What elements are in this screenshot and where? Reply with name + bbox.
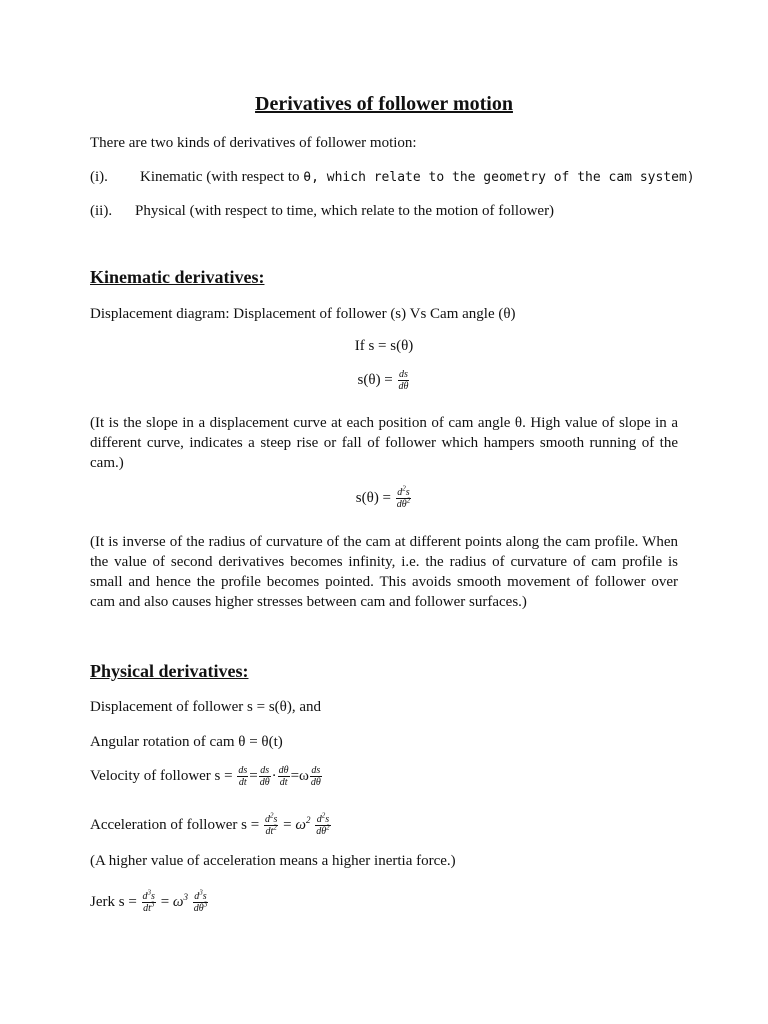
- equation-label: Jerk s =: [90, 894, 137, 910]
- fraction-denominator: [264, 823, 278, 838]
- acceleration-note: (A higher value of acceleration means a higher inertia force.): [90, 853, 456, 869]
- velocity-equation: [90, 765, 323, 788]
- fraction: [193, 888, 208, 915]
- fraction: [278, 765, 290, 788]
- fraction: [315, 811, 330, 838]
- eq-text: dθ: [396, 499, 407, 510]
- omega-symbol: ω: [172, 894, 184, 910]
- list-item-physical: [90, 201, 555, 221]
- intro-text: There are two kinds of derivatives of follower motion:: [90, 135, 417, 151]
- fraction: [142, 888, 156, 915]
- if-line: If s = s(θ): [354, 338, 414, 354]
- list-text-part: θ, which relate to the geometry of the cam system): [303, 170, 695, 185]
- list-text: Physical (with respect to time, which relate to the motion of follower): [135, 203, 555, 219]
- eq-text: dt: [143, 903, 151, 915]
- fraction-denominator: dθ: [310, 777, 321, 788]
- eq-sup: 2: [406, 496, 411, 505]
- fraction-denominator: dθ: [259, 777, 270, 788]
- fraction-denominator: [142, 900, 156, 915]
- fraction-denominator: dt: [238, 777, 247, 788]
- diagram-description: Displacement diagram: Displacement of follower (s) Vs Cam angle (θ): [90, 306, 516, 322]
- list-marker: (ii).: [90, 203, 113, 219]
- angular-rotation-line: Angular rotation of cam θ = θ(t): [90, 734, 283, 750]
- omega-power: [173, 894, 188, 910]
- eq-text: s: [405, 487, 410, 498]
- eq-sup: 3: [147, 888, 152, 897]
- eq-text: d: [397, 487, 403, 498]
- slope-explanation: (It is the slope in a displacement curve at each position of cam angle θ. High value of slope in a different curve, indicates a steep rise or fall of follower which hampers smooth running of the cam.): [90, 415, 678, 471]
- equation-label: Acceleration of follower s =: [90, 817, 260, 833]
- eq-text: s: [202, 891, 207, 903]
- fraction: [398, 369, 410, 392]
- fraction-denominator: dθ: [398, 381, 409, 392]
- eq-text: dt: [265, 826, 274, 838]
- eq-sup: 2: [326, 823, 330, 832]
- equals-sign: =: [283, 817, 292, 833]
- curvature-explanation: (It is inverse of the radius of curvature of the cam at different points along the cam profile. When the value of second derivatives becomes infinity, i.e. the radius of curvature of cam profile is small and hence the profile becomes pointed. This avoids smooth movement of follower over cam and also causes higher stresses between cam and follower surfaces.): [90, 534, 678, 610]
- eq-text: s: [325, 814, 330, 826]
- omega-symbol: ω: [295, 817, 306, 833]
- fraction-denominator: [193, 900, 208, 915]
- acceleration-equation: [90, 810, 332, 837]
- equation-lhs: s(θ) =: [355, 489, 392, 506]
- eq-sup: 3: [199, 888, 203, 897]
- eq-text: d: [142, 891, 148, 903]
- omega-symbol: ω: [299, 767, 309, 784]
- fraction-denominator: [315, 823, 330, 838]
- dot-operator: ·: [271, 767, 277, 784]
- fraction-numerator: ds: [311, 765, 321, 776]
- jerk-equation: [90, 887, 209, 914]
- fraction-numerator: ds: [238, 765, 248, 776]
- list-text: [140, 167, 695, 188]
- eq-text: d: [264, 814, 270, 826]
- omega-power: [295, 817, 310, 833]
- displacement-line: Displacement of follower s = s(θ), and: [90, 699, 321, 715]
- eq-text: dθ: [193, 903, 204, 915]
- fraction-numerator: ds: [399, 369, 408, 380]
- fraction: [396, 484, 411, 510]
- fraction-denominator: dt: [279, 777, 288, 788]
- equation-first-derivative: [0, 369, 768, 392]
- fraction: [259, 765, 271, 788]
- fraction: [264, 811, 278, 838]
- eq-sup: 2: [269, 811, 274, 820]
- eq-text: d: [316, 814, 322, 826]
- equation-second-derivative: [0, 484, 768, 510]
- page-title: Derivatives of follower motion: [255, 93, 513, 115]
- equation-label: Velocity of follower s =: [90, 767, 233, 784]
- equals-sign: =: [160, 894, 170, 910]
- eq-text: s: [273, 814, 278, 826]
- fraction: [237, 765, 248, 788]
- section-heading-kinematic: Kinematic derivatives:: [90, 267, 265, 287]
- fraction-numerator: ds: [260, 765, 270, 776]
- eq-text: dθ: [316, 826, 327, 838]
- eq-sup: 2: [321, 811, 326, 820]
- eq-sup: 2: [402, 484, 406, 493]
- list-marker: (i).: [90, 169, 108, 185]
- eq-text: s: [151, 891, 155, 903]
- eq-sup: 2: [273, 823, 277, 832]
- fraction-numerator: dθ: [278, 765, 289, 776]
- eq-sup: 3: [203, 900, 208, 909]
- list-item-kinematic: [90, 167, 695, 187]
- eq-sup: 2: [305, 815, 311, 825]
- fraction-denominator: [396, 496, 411, 510]
- equation-lhs: s(θ) =: [357, 371, 393, 388]
- list-text-part: Kinematic (with respect to: [140, 169, 304, 185]
- eq-sup: 3: [183, 892, 189, 902]
- eq-text: d: [194, 891, 200, 903]
- fraction: [310, 765, 322, 788]
- eq-sup: 3: [150, 900, 155, 909]
- section-heading-physical: Physical derivatives:: [90, 661, 249, 681]
- equals-sign: =: [290, 767, 300, 784]
- equals-sign: =: [249, 767, 258, 784]
